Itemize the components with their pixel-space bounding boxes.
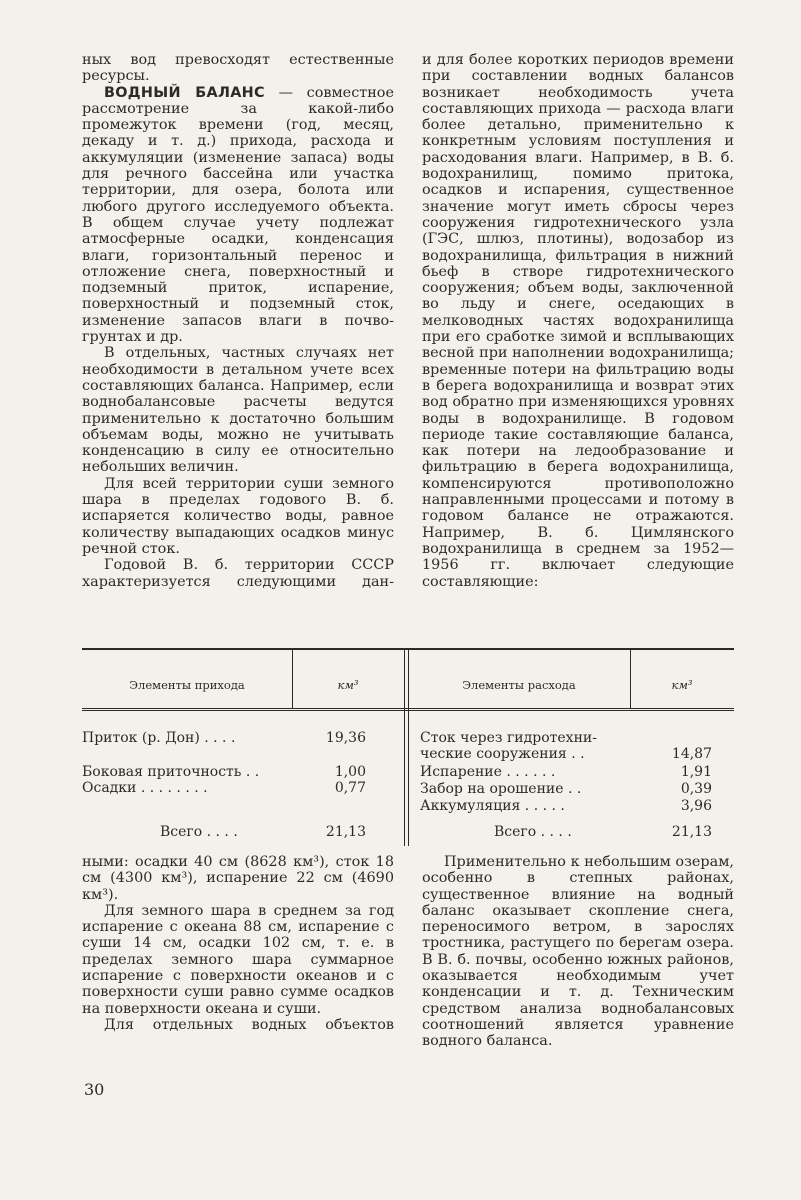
left-column-bottom [82,854,394,1033]
paragraph: Для отдельных водных объектов [104,1016,394,1033]
outcome-value: 14,87 [671,746,712,762]
left-column-top [82,52,394,590]
page-number: 30 [84,1080,105,1099]
paragraph: В отдельных, частных случаях нет необходимости в детальном учете всех составляющих баланса. Например, если воднобалансовые расчеты ведутся применительно к достаточно большим объемам воды, можно не учитывать конденсацию в силу ее относительно небольших величин. [82,345,394,476]
income-label: Приток (р. Дон) . . . . [82,730,236,746]
income-value: 1,00 [334,764,366,780]
article-intro [82,85,394,346]
paragraph-continuation: ных вод превосходят естественные ресурсы. [82,52,394,85]
outcome-value: 3,96 [680,798,712,814]
paragraph: Применительно к небольшим озерам, особенно в степных районах, существенное влияние на водный баланс оказывает скопление снега, переносимого ветром, в зарослях тростника, растущего по берегам озера. В В. б. почвы, особенно южных районов, оказывается необходимым учет конденсации и т. д. Техническим средством анализа воднобалансовых соотношений является уравнение водного баланса. [422,854,734,1050]
total-outcome-value: 21,13 [671,824,712,840]
outcome-value: 1,91 [680,764,712,780]
header-outcome: Элементы расхода [462,678,576,692]
outcome-label: Аккумуляция . . . . . [420,798,565,814]
income-label: Осадки . . . . . . . . [82,780,208,796]
total-income-label: Всего . . . . [160,824,238,840]
outcome-label: Испарение . . . . . . [420,764,556,780]
water-balance-table [82,648,734,846]
paragraph-continuation: ными: осадки 40 см (8628 км³), сток 18 см (4300 км³), испарение 22 см (4690 км³). [82,854,394,903]
header-income: Элементы прихода [129,678,245,692]
outcome-label: Забор на орошение . . [420,781,582,797]
paragraph: и для более коротких периодов времени при составлении водных балансов возникает необходимость учета составляющих прихода — расхода влаги более детально, применительно к конкретным условиям поступления и расходования влаги. Например, в В. б. водохранилищ, помимо притока, осадков и испарения, существенное значение могут иметь сбросы через сооружения гидротехнического узла (ГЭС, шлюз, плотины), водозабор из водохранилища, фильтрация в нижний бьеф в створе гидротехнического сооружения; объем воды, заключенной во льду и снеге, оседающих в мелководных частях водохранилища при его сработке зимой и всплывающих весной при наполнении водохранилища; временные потери на фильтрацию воды в берега водохранилища и возврат этих вод обратно при изменяющихся уровнях воды в водохранилище. В годовом периоде такие составляющие баланса, как потери на ледообразование и фильтрацию в берега водохранилища, компенсируются противоположно направленными процессами и потому в годовом балансе не отражаются. Например, В. б. Цимлянского водохранилища в среднем за 1952—1956 гг. включает следующие составляющие: [422,52,735,590]
income-label: Боковая приточность . . [82,764,260,780]
outcome-label: ческие сооружения . . [420,746,585,762]
table-divider [404,650,405,846]
right-column-top [422,52,734,590]
article-term: ВОДНЫЙ БАЛАНС [104,84,265,101]
income-value: 19,36 [325,730,366,746]
header-unit: км³ [671,678,693,692]
total-income-value: 21,13 [325,824,366,840]
right-column-bottom [422,854,734,1050]
header-unit: км³ [337,678,359,692]
outcome-value: 0,39 [680,781,712,797]
paragraph: Для всей территории суши земного шара в пределах годового В. б. испаряется количество воды, равное количеству выпадающих осадков минус речной сток. [82,475,394,557]
paragraph: Годовой В. б. территории СССР характеризуется следующими дан- [82,557,394,590]
income-value: 0,77 [334,780,366,796]
paragraph: Для земного шара в среднем за год испарение с океана 88 см, испарение с суши 14 см, осадки 102 см, т. е. в пределах земного шара суммарное испарение с поверхности океанов и с поверхности суши равно сумме осадков на поверхности океана и суши. [82,902,394,1017]
article-definition: — совместное рассмотрение за какой-либо промежуток времени (год, месяц, декаду и т. д.) прихода, расхода и аккумуляции (изменение запаса) воды для речного бассейна или участка территории, для озера, болота или любого другого исследуемого объекта. В общем случае учету подлежат атмосферные осадки, конденсация влаги, горизонтальный перенос и отложение снега, поверхностный и подземный приток, испарение, поверхностный и подземный сток, изменение запасов влаги в почво-грунтах и др. [82,84,394,346]
outcome-label: Сток через гидротехни- [420,730,597,746]
total-outcome-label: Всего . . . . [494,824,572,840]
